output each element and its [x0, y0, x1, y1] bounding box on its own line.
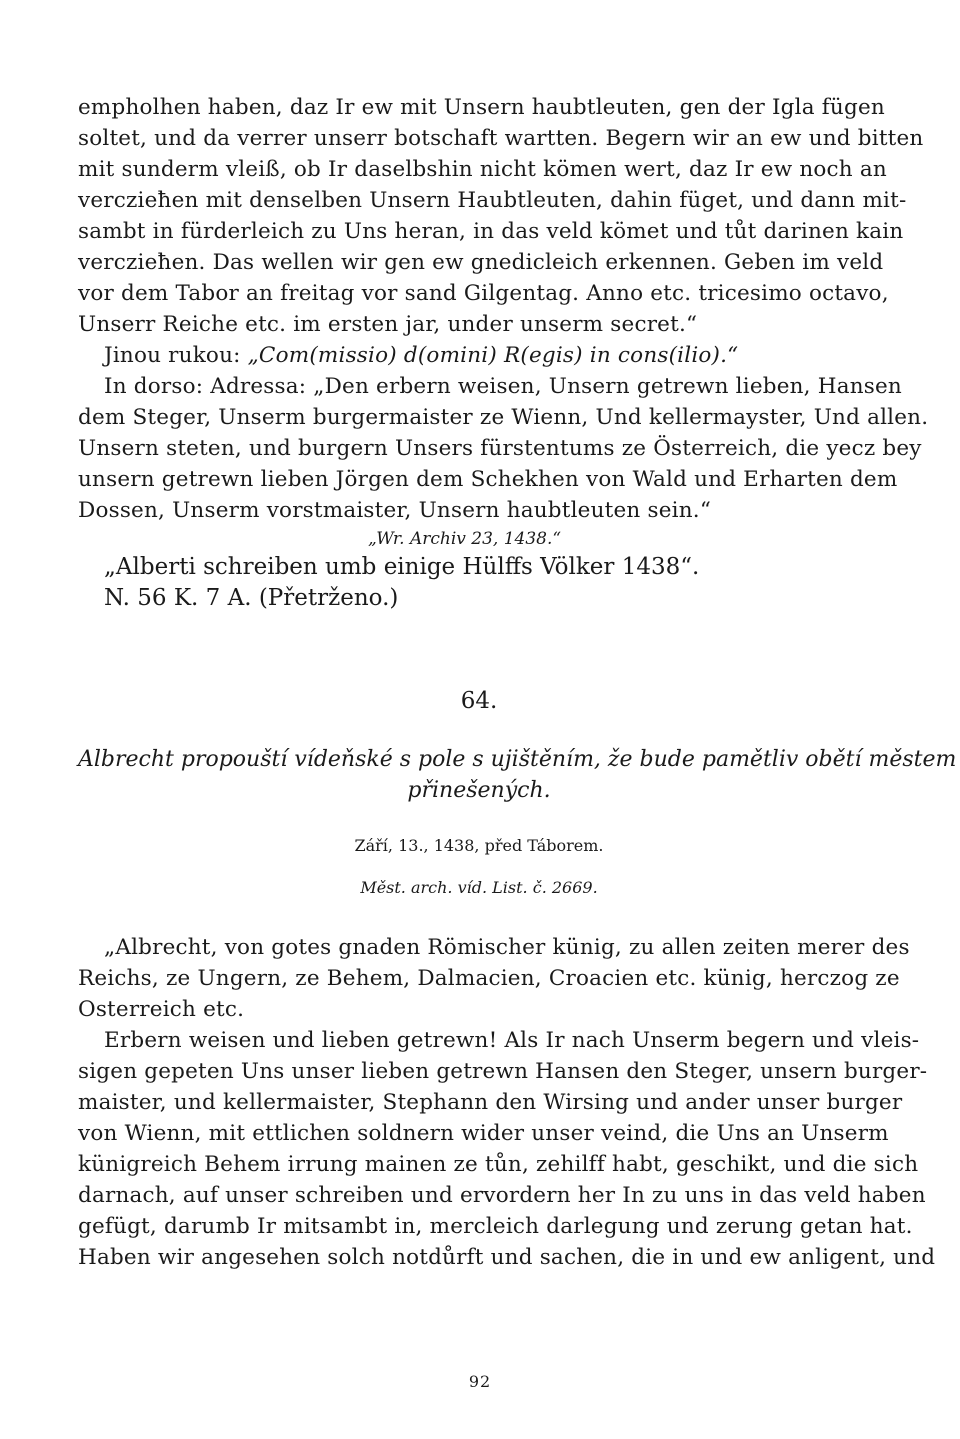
- document-number: 64.: [460, 688, 498, 714]
- archive-subtitle: „Alberti schreiben umb einige Hülffs Völker 1438“.: [104, 554, 700, 580]
- text-line: Unsern steten, und burgern Unsers fürstentums ze Österreich, die yecz bey: [78, 436, 922, 461]
- text-line: soltet, und da verrer unserr botschaft wartten. Begern wir an ew und bitten: [78, 126, 924, 151]
- text-line: sambt in fürderleich zu Uns heran, in das veld kömet und tůt darinen kain: [78, 219, 904, 244]
- letter-text: [78, 932, 936, 1273]
- text-line: künigreich Behem irrung mainen ze tůn, zehilff habt, geschikt, und die sich: [78, 1152, 919, 1177]
- text-line: sigen gepeten Uns unser lieben getrewn Hansen den Steger, unsern burger-: [78, 1059, 928, 1084]
- text-line: gefügt, darumb Ir mitsambt in, mercleich darlegung und zerung getan hat.: [78, 1214, 913, 1239]
- text-line: In dorso: Adressa: „Den erbern weisen, Unsern getrewn lieben, Hansen: [104, 374, 902, 399]
- jinou-text: „Com(missio) d(omini) R(egis) in cons(ilio).“: [247, 343, 739, 368]
- archive-signature: N. 56 K. 7 A. (Přetrženo.): [104, 585, 399, 611]
- source-citation: „Wr. Archiv 23, 1438.“: [368, 529, 562, 549]
- heading-line: přinešených.: [407, 778, 551, 803]
- text-line: „Albrecht, von gotes gnaden Römischer künig, zu allen zeiten merer des: [104, 935, 910, 960]
- heading-line: Albrecht propouští vídeňské s pole s ujištěním, že bude pamětliv obětí městem: [78, 747, 957, 772]
- text-line: Haben wir angesehen solch notdůrft und sachen, die in und ew anligent, und: [78, 1245, 936, 1270]
- page-body: [78, 92, 957, 1270]
- text-line: mit sunderm vleiß, ob Ir daselbshin nicht kömen wert, daz Ir ew noch an: [78, 157, 887, 182]
- text-line: maister, und kellermaister, Stephann den Wirsing und ander unser burger: [78, 1090, 903, 1115]
- text-line: verczieħen mit denselben Unsern Haubtleuten, dahin füget, und dann mit-: [78, 188, 907, 213]
- jinou-label: Jinou rukou:: [104, 343, 248, 368]
- page-number: 92: [468, 1372, 492, 1391]
- text-line: vor dem Tabor an freitag vor sand Gilgentag. Anno etc. tricesimo octavo,: [78, 281, 889, 306]
- document-heading: [78, 744, 957, 806]
- text-line: Unserr Reiche etc. im ersten jar, under unserm secret.“: [78, 312, 698, 337]
- text-line: Dossen, Unserm vorstmaister, Unsern haubtleuten sein.“: [78, 498, 712, 523]
- jinou-rukou-line: [78, 340, 880, 371]
- text-line: unsern getrewn lieben Jörgen dem Schekhen von Wald und Erharten dem: [78, 467, 898, 492]
- text-line: von Wienn, mit ettlichen soldnern wider unser veind, die Uns an Unserm: [78, 1121, 889, 1146]
- text-line: empholhen haben, daz Ir ew mit Unsern haubtleuten, gen der Igla fügen: [78, 95, 885, 120]
- text-line: dem Steger, Unserm burgermaister ze Wienn, Und kellermayster, Und allen.: [78, 405, 929, 430]
- text-line: Erbern weisen und lieben getrewn! Als Ir nach Unserm begern und vleis-: [104, 1028, 920, 1053]
- document-date: Září, 13., 1438, před Táborem.: [354, 836, 604, 855]
- text-line: verczieħen. Das wellen wir gen ew gnedicleich erkennen. Geben im veld: [78, 250, 884, 275]
- text-line: darnach, auf unser schreiben und ervordern her In zu uns in das veld haben: [78, 1183, 926, 1208]
- text-line: Osterreich etc.: [78, 997, 245, 1022]
- paragraph-letter-end: [78, 92, 924, 340]
- paragraph-dorso: [78, 371, 929, 526]
- archive-reference: Měst. arch. víd. List. č. 2669.: [360, 878, 598, 897]
- text-line: Reichs, ze Ungern, ze Behem, Dalmacien, Croacien etc. künig, herczog ze: [78, 966, 900, 991]
